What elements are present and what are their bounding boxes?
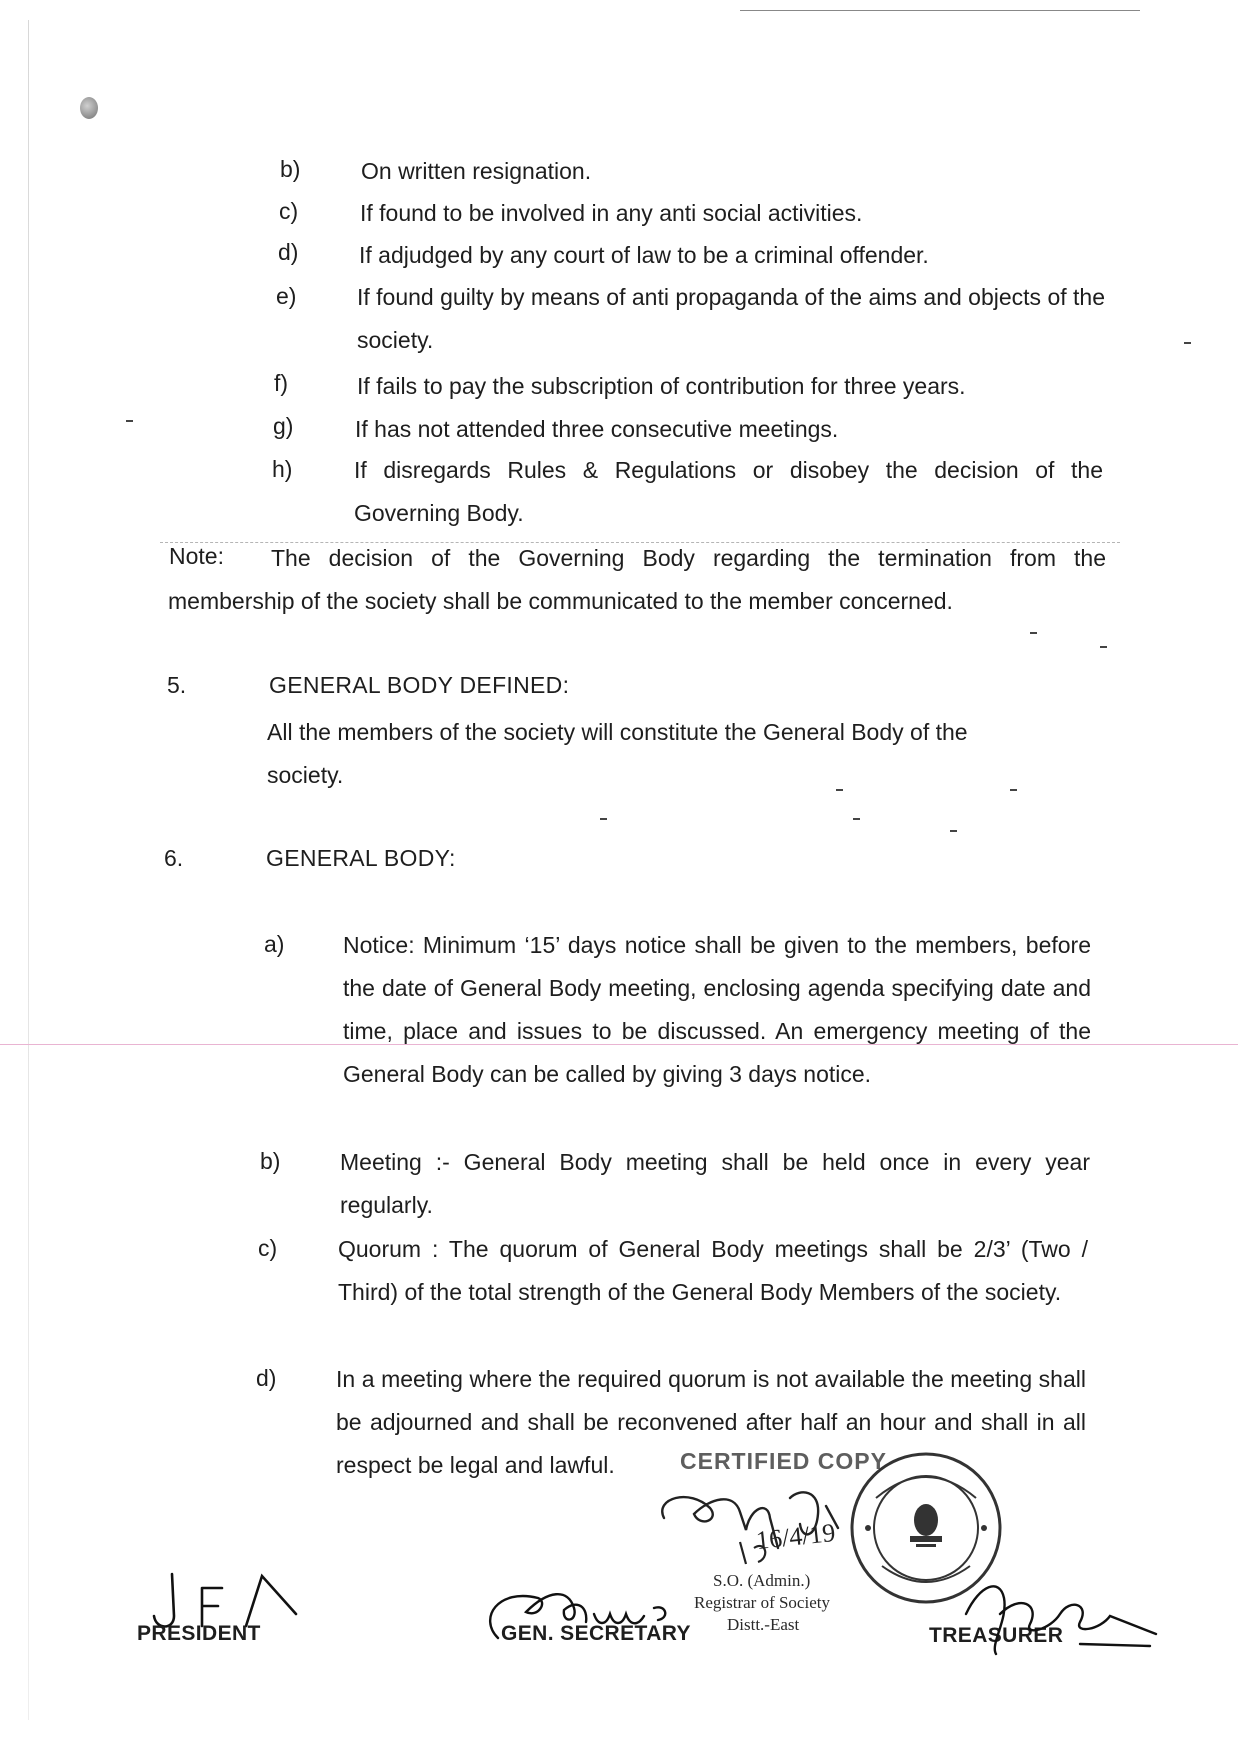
list-item-label: h) [272, 456, 293, 482]
list-item-label: g) [273, 413, 294, 439]
list-item-text: Quorum : The quorum of General Body meetings shall be 2/3’ (Two / Third) of the total strength of the General Body Members of the society. [338, 1236, 1088, 1305]
scan-speck [1030, 632, 1037, 634]
president-label: PRESIDENT [137, 1622, 261, 1645]
list-item-label: a) [264, 931, 285, 957]
note-text: The decision of the Governing Body regarding the termination from the membership of the society shall be communicated to the member concerned. [168, 545, 1106, 614]
officer-district: Distt.-East [727, 1615, 800, 1634]
officer-designation: S.O. (Admin.) [713, 1571, 811, 1590]
section-heading: GENERAL BODY DEFINED: [269, 672, 570, 698]
handwritten-date: 16/4/19 [754, 1517, 837, 1556]
scan-speck [600, 818, 607, 820]
list-item-label: b) [280, 156, 301, 182]
list-item-text: On written resignation. [361, 158, 592, 184]
list-item-label: e) [276, 283, 297, 309]
list-item-text: Meeting :- General Body meeting shall be held once in every year regularly. [340, 1149, 1090, 1218]
secretary-label: GEN. SECRETARY [501, 1622, 691, 1645]
note-label: Note: [169, 543, 224, 569]
scan-speck [1100, 646, 1107, 648]
scan-speck [950, 830, 957, 832]
section-text: All the members of the society will constitute the General Body of the society. [267, 719, 968, 788]
list-item-text: If found guilty by means of anti propaganda of the aims and objects of the society. [357, 284, 1105, 353]
scan-speck [126, 420, 133, 422]
section-number: 6. [164, 845, 184, 871]
list-item-text: If disregards Rules & Regulations or disobey the decision of the Governing Body. [354, 457, 1103, 526]
section-heading: GENERAL BODY: [266, 845, 456, 871]
list-item-label: b) [260, 1148, 281, 1174]
scan-edge-shadow [28, 20, 29, 1720]
list-item-text: Notice: Minimum ‘15’ days notice shall be given to the members, before the date of General Body meeting, enclosing agenda specifying date and time, place and issues to be discussed. An emergency meeting of the General Body can be called by giving 3 days notice. [343, 932, 1091, 1087]
list-item-label: c) [258, 1235, 278, 1261]
punch-hole [80, 97, 98, 119]
certified-copy-stamp: CERTIFIED COPY [680, 1448, 887, 1474]
treasurer-signature-icon [960, 1574, 1160, 1664]
list-item-text: If has not attended three consecutive meetings. [355, 416, 839, 442]
list-item-label: d) [256, 1365, 277, 1391]
list-item-label: d) [278, 239, 299, 265]
officer-office: Registrar of Society [694, 1593, 830, 1612]
list-item-text: If found to be involved in any anti social activities. [360, 200, 863, 226]
list-item-label: c) [279, 198, 299, 224]
treasurer-label: TREASURER [929, 1624, 1064, 1647]
scan-speck [853, 818, 860, 820]
list-item-text: In a meeting where the required quorum is not available the meeting shall be adjourned and shall be reconvened after half an hour and shall in all respect be legal and lawful. [336, 1366, 1086, 1478]
list-item-text: If fails to pay the subscription of contribution for three years. [357, 373, 966, 399]
section-number: 5. [167, 672, 187, 698]
scan-speck [1184, 342, 1191, 344]
scan-top-line [740, 10, 1140, 11]
list-item-text: If adjudged by any court of law to be a criminal offender. [359, 242, 929, 268]
list-item-label: f) [274, 370, 289, 396]
